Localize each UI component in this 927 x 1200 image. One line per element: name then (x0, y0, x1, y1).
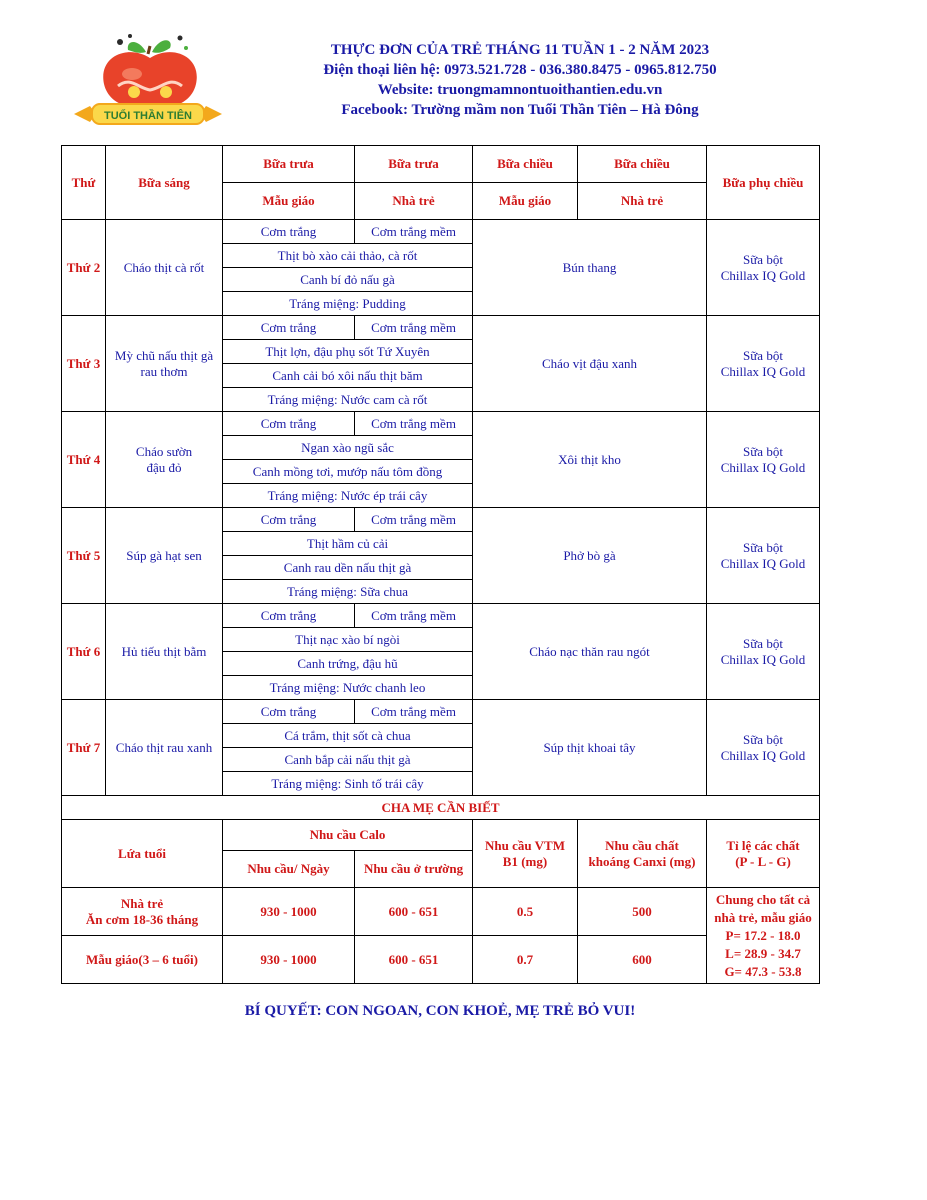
rice-mau-giao: Cơm trắng (223, 508, 355, 532)
snack-cell: Sữa bột Chillax IQ Gold (707, 412, 820, 508)
lunch-main: Thịt nạc xào bí ngòi (223, 628, 473, 652)
lunch-dessert: Tráng miệng: Sinh tố trái cây (223, 772, 473, 796)
breakfast-cell: Cháo thịt cà rốt (106, 220, 223, 316)
afternoon-meal: Súp thịt khoai tây (473, 700, 707, 796)
nutrition-vtm: 0.5 (473, 888, 578, 936)
lunch-dessert: Tráng miệng: Sữa chua (223, 580, 473, 604)
afternoon-meal: Cháo nạc thăn rau ngót (473, 604, 707, 700)
header-breakfast: Bữa sáng (106, 146, 223, 220)
day-label: Thứ 2 (62, 220, 106, 316)
page-header (240, 40, 800, 120)
rice-nha-tre: Cơm trắng mềm (355, 412, 473, 436)
breakfast-cell: Mỳ chũ nấu thịt gà rau thơm (106, 316, 223, 412)
snack-cell: Sữa bột Chillax IQ Gold (707, 316, 820, 412)
page-title: THỰC ĐƠN CỦA TRẺ THÁNG 11 TUẦN 1 - 2 NĂM 2023 (330, 42, 710, 58)
nutrition-calo-day: 930 - 1000 (223, 888, 355, 936)
breakfast-cell: Cháo thịt rau xanh (106, 700, 223, 796)
header-snack: Bữa phụ chiều (707, 146, 820, 220)
afternoon-meal: Xôi thịt kho (473, 412, 707, 508)
ratio-note: Chung cho tất cả nhà trẻ, mẫu giáo P= 17.2 - 18.0 L= 28.9 - 34.7 G= 47.3 - 53.8 (707, 888, 820, 984)
menu-table-body (62, 146, 820, 984)
header-mau-giao-1: Mẫu giáo (223, 183, 355, 220)
snack-cell: Sữa bột Chillax IQ Gold (707, 604, 820, 700)
header-lunch-1: Bữa trưa (223, 146, 355, 183)
rice-mau-giao: Cơm trắng (223, 412, 355, 436)
calo-day-header: Nhu cầu/ Ngày (223, 851, 355, 888)
day-row (62, 412, 820, 436)
rice-mau-giao: Cơm trắng (223, 700, 355, 724)
lunch-soup: Canh trứng, đậu hũ (223, 652, 473, 676)
lunch-soup: Canh cải bó xôi nấu thịt băm (223, 364, 473, 388)
lunch-dessert: Tráng miệng: Nước chanh leo (223, 676, 473, 700)
nutrition-row (62, 936, 820, 984)
day-label: Thứ 7 (62, 700, 106, 796)
nutrition-vtm: 0.7 (473, 936, 578, 984)
rice-mau-giao: Cơm trắng (223, 220, 355, 244)
breakfast-cell: Hủ tiếu thịt bằm (106, 604, 223, 700)
day-label: Thứ 6 (62, 604, 106, 700)
nutrition-vtm-header: Nhu cầu VTM B1 (mg) (473, 820, 578, 888)
website-line[interactable]: Website: truongmamnontuoithantien.edu.vn (377, 82, 663, 98)
header-afternoon-1: Bữa chiều (473, 146, 578, 183)
nutrition-header-row-1 (62, 820, 820, 851)
slogan: BÍ QUYẾT: CON NGOAN, CON KHOẺ, MẸ TRẺ BỎ VUI! (244, 1003, 636, 1019)
lunch-soup: Canh bí đỏ nấu gà (223, 268, 473, 292)
day-label: Thứ 3 (62, 316, 106, 412)
header-nha-tre-2: Nhà trẻ (578, 183, 707, 220)
nutrition-calo-day: 930 - 1000 (223, 936, 355, 984)
lunch-main: Cá trắm, thịt sốt cà chua (223, 724, 473, 748)
lunch-main: Thịt lợn, đậu phụ sốt Tứ Xuyên (223, 340, 473, 364)
header-afternoon-2: Bữa chiều (578, 146, 707, 183)
afternoon-meal: Bún thang (473, 220, 707, 316)
breakfast-cell: Súp gà hạt sen (106, 508, 223, 604)
day-label: Thứ 4 (62, 412, 106, 508)
rice-nha-tre: Cơm trắng mềm (355, 700, 473, 724)
rice-nha-tre: Cơm trắng mềm (355, 604, 473, 628)
nutrition-calo-school: 600 - 651 (355, 936, 473, 984)
menu-table (61, 145, 820, 984)
nutrition-canxi: 600 (578, 936, 707, 984)
day-row (62, 700, 820, 724)
lunch-main: Thịt hầm củ cải (223, 532, 473, 556)
lunch-soup: Canh mồng tơi, mướp nấu tôm đồng (223, 460, 473, 484)
snack-cell: Sữa bột Chillax IQ Gold (707, 700, 820, 796)
logo-text: TUỔI THẦN TIÊN (104, 110, 192, 122)
lunch-main: Thịt bò xào cải thảo, cà rốt (223, 244, 473, 268)
header-row-1 (62, 146, 820, 183)
school-logo (68, 30, 228, 128)
facebook-line[interactable]: Facebook: Trường mầm non Tuổi Thần Tiên – Hà Đông (341, 102, 699, 118)
nutrition-age: Mẫu giáo(3 – 6 tuổi) (62, 936, 223, 984)
day-row (62, 316, 820, 340)
nutrition-ratio-header: Tỉ lệ các chất (P - L - G) (707, 820, 820, 888)
header-mau-giao-2: Mẫu giáo (473, 183, 578, 220)
rice-nha-tre: Cơm trắng mềm (355, 220, 473, 244)
rice-nha-tre: Cơm trắng mềm (355, 508, 473, 532)
nutrition-age-header: Lứa tuổi (62, 820, 223, 888)
snack-cell: Sữa bột Chillax IQ Gold (707, 220, 820, 316)
notice-title: CHA MẸ CẦN BIẾT (62, 796, 820, 820)
day-row (62, 508, 820, 532)
snack-cell: Sữa bột Chillax IQ Gold (707, 508, 820, 604)
day-label: Thứ 5 (62, 508, 106, 604)
calo-school-header: Nhu cầu ở trường (355, 851, 473, 888)
nutrition-calo-school: 600 - 651 (355, 888, 473, 936)
nutrition-age: Nhà trẻ Ăn cơm 18-36 tháng (62, 888, 223, 936)
nutrition-row (62, 888, 820, 936)
rice-nha-tre: Cơm trắng mềm (355, 316, 473, 340)
day-row (62, 220, 820, 244)
notice-row (62, 796, 820, 820)
lunch-soup: Canh rau dền nấu thịt gà (223, 556, 473, 580)
afternoon-meal: Cháo vịt đậu xanh (473, 316, 707, 412)
breakfast-cell: Cháo sườn đậu đỏ (106, 412, 223, 508)
header-lunch-2: Bữa trưa (355, 146, 473, 183)
lunch-soup: Canh bắp cải nấu thịt gà (223, 748, 473, 772)
phone-line: Điện thoại liên hệ: 0973.521.728 - 036.380.8475 - 0965.812.750 (323, 62, 717, 78)
rice-mau-giao: Cơm trắng (223, 604, 355, 628)
lunch-dessert: Tráng miệng: Pudding (223, 292, 473, 316)
day-row (62, 604, 820, 628)
header-thu: Thứ (62, 146, 106, 220)
nutrition-canxi: 500 (578, 888, 707, 936)
nutrition-calo-header: Nhu cầu Calo (223, 820, 473, 851)
rice-mau-giao: Cơm trắng (223, 316, 355, 340)
header-nha-tre-1: Nhà trẻ (355, 183, 473, 220)
afternoon-meal: Phở bò gà (473, 508, 707, 604)
lunch-dessert: Tráng miệng: Nước cam cà rốt (223, 388, 473, 412)
nutrition-canxi-header: Nhu cầu chất khoáng Canxi (mg) (578, 820, 707, 888)
lunch-dessert: Tráng miệng: Nước ép trái cây (223, 484, 473, 508)
lunch-main: Ngan xào ngũ sắc (223, 436, 473, 460)
